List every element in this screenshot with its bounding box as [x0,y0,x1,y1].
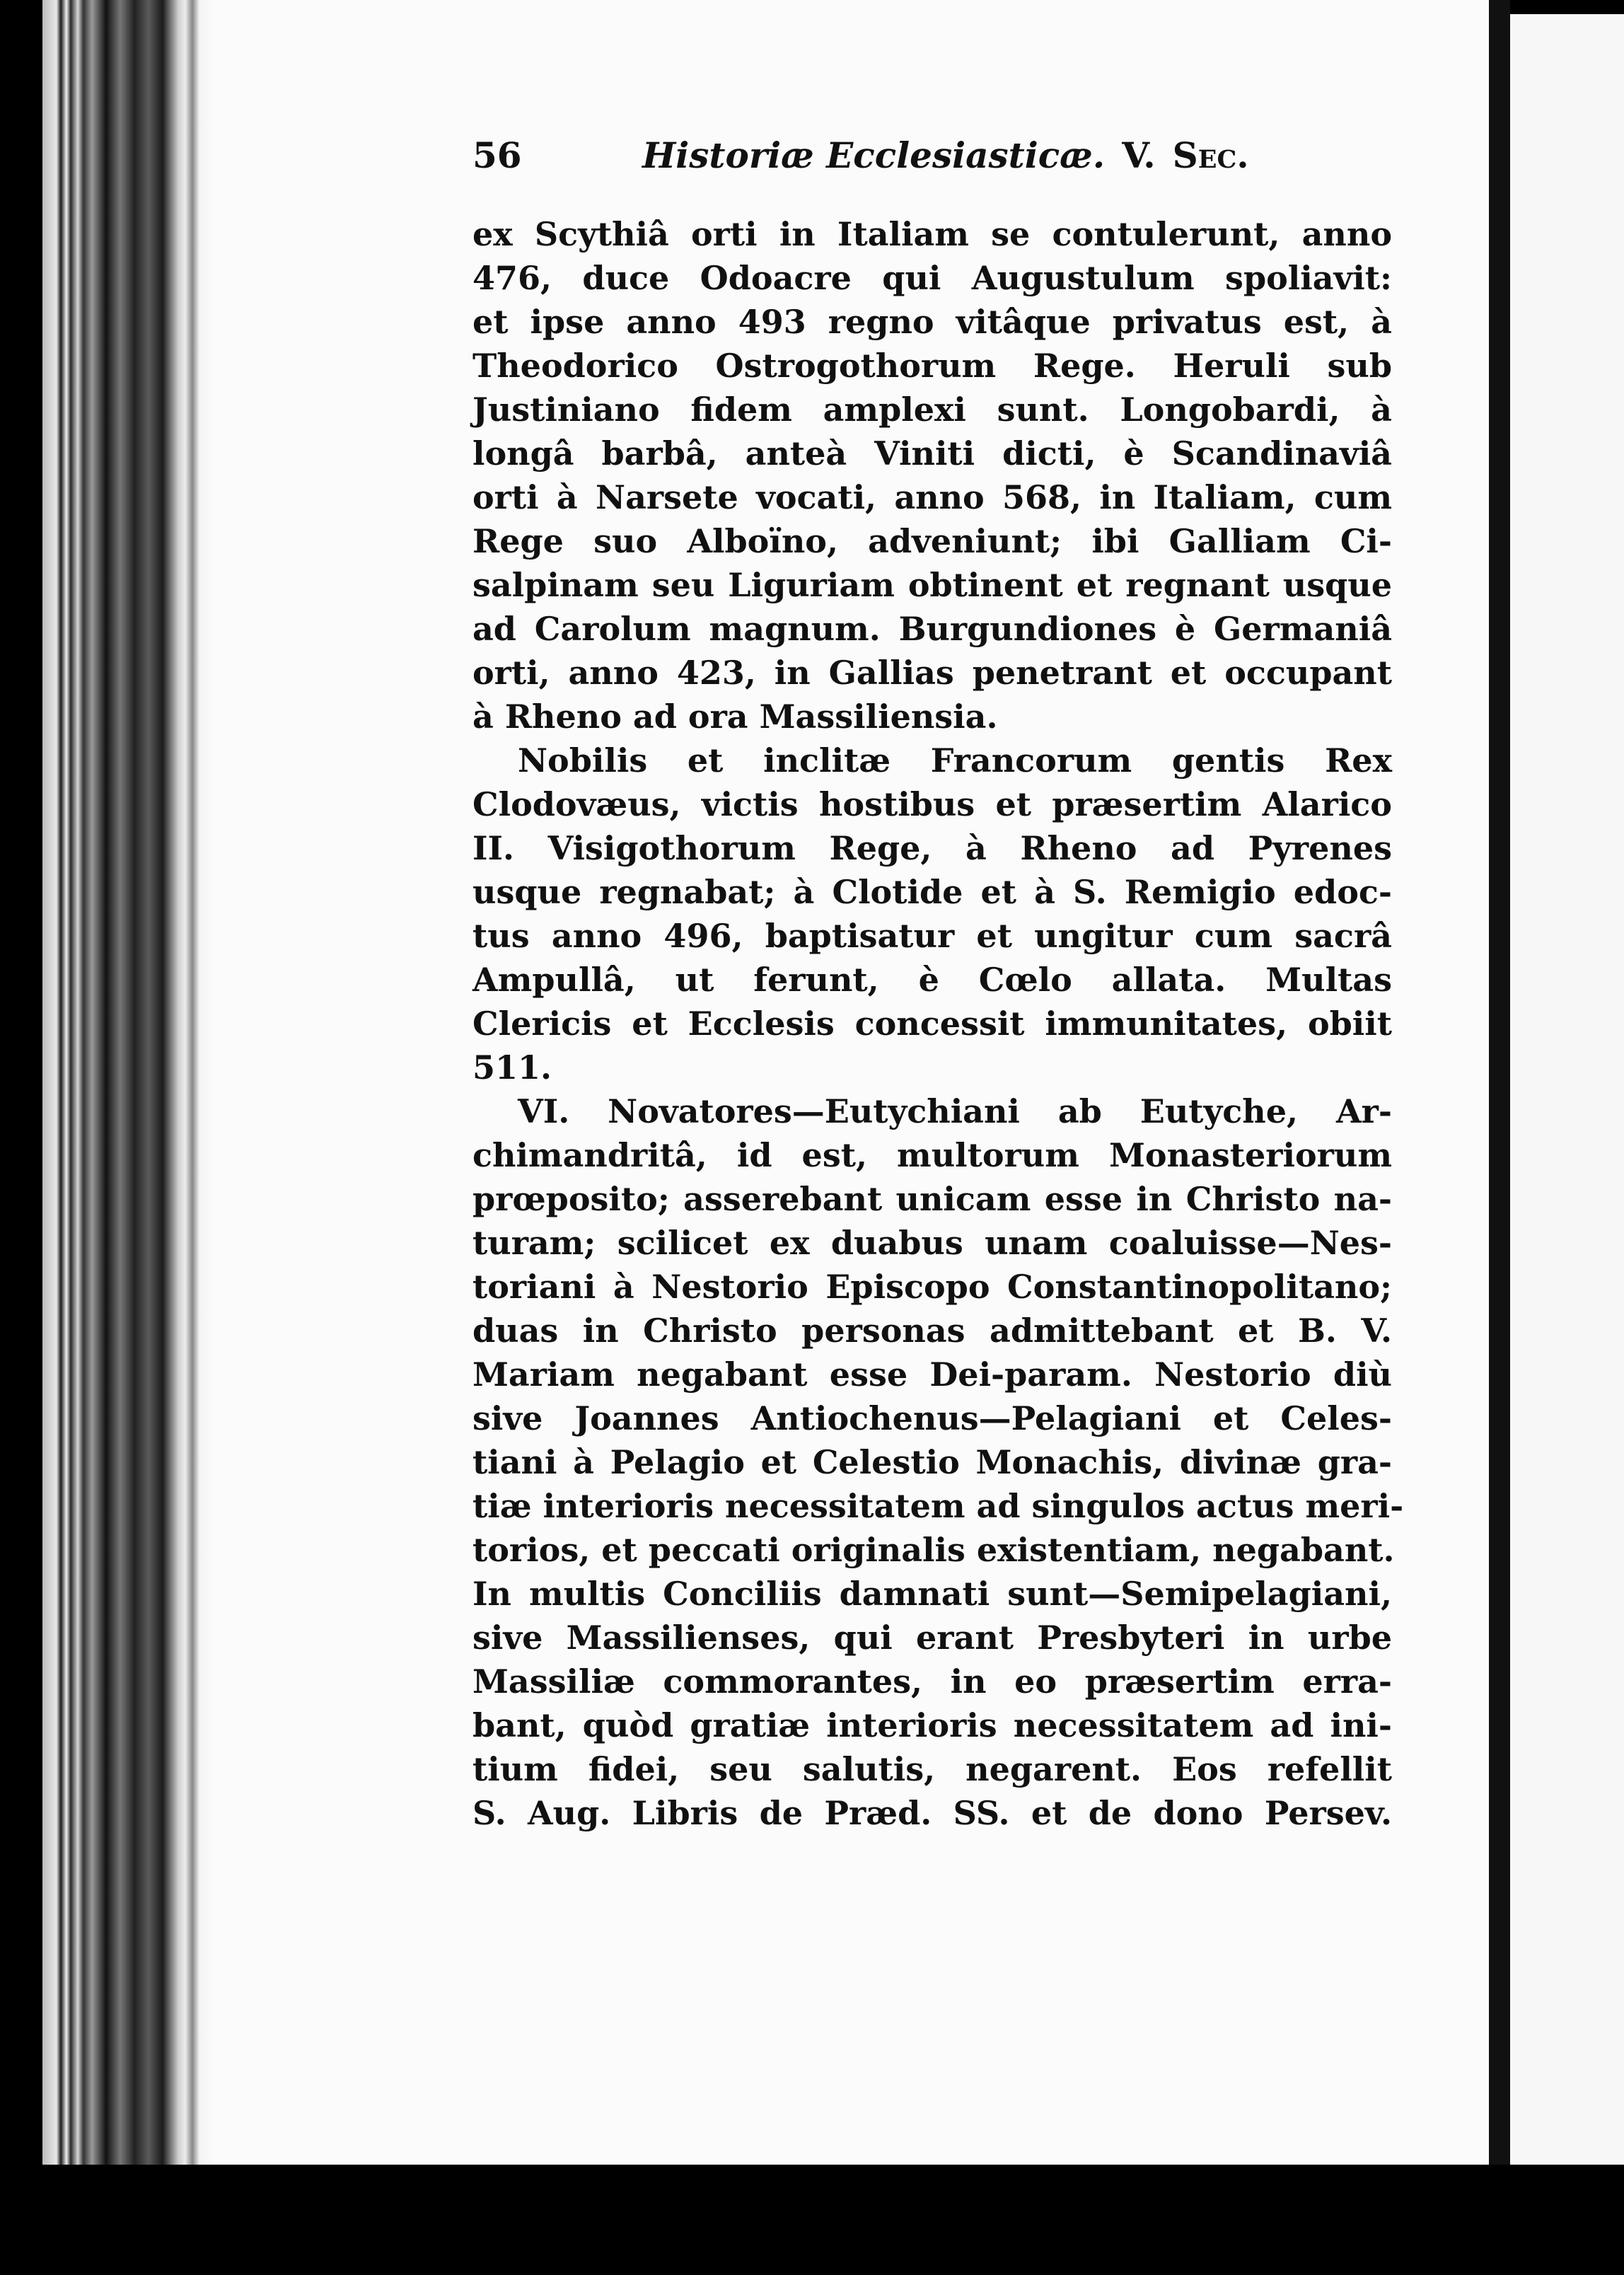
text-line: tium fidei, seu salutis, negarent. Eos refellit [472,1750,1392,1788]
text-line: tiani à Pelagio et Celestio Monachis, divinæ gra- [472,1443,1392,1481]
text-line: tus anno 496, baptisatur et ungitur cum sacrâ [472,917,1392,955]
text-line: torios, et peccati originalis existentiam, negabant. [472,1531,1395,1569]
text-line: orti, anno 423, in Gallias penetrant et occupant [472,654,1392,692]
text-line: 511. [472,1048,552,1087]
text-line: Ampullâ, ut ferunt, è Cœlo allata. Multas [472,961,1392,999]
facing-page-edge [1510,14,1624,2165]
page-number: 56 [472,134,522,176]
text-line: Theodorico Ostrogothorum Rege. Heruli sub [472,347,1392,385]
text-line: sive Joannes Antiochenus—Pelagiani et Celes- [472,1399,1392,1437]
paragraph-start-line: VI. Novatores—Eutychiani ab Eutyche, Ar- [518,1092,1392,1130]
running-head-title: Historiæ Ecclesiasticæ. [642,134,1106,176]
text-line: II. Visigothorum Rege, à Rheno ad Pyrenes [472,829,1392,867]
running-head-section: Sec. [1172,134,1249,176]
text-line: à Rheno ad ora Massiliensia. [472,697,998,736]
page-edges [0,0,212,2275]
text-line: In multis Conciliis damnati sunt—Semipelagiani, [472,1575,1392,1613]
text-line: longâ barbâ, anteà Viniti dicti, è Scandinaviâ [472,434,1392,473]
text-line: tiæ interioris necessitatem ad singulos actus meri- [472,1487,1404,1525]
book-gutter [1489,0,1510,2275]
text-line: Rege suo Alboïno, adveniunt; ibi Galliam Ci- [472,522,1392,560]
running-head [472,134,1392,198]
text-line: orti à Narsete vocati, anno 568, in Italiam, cum [472,478,1392,516]
body-text [472,212,1404,1835]
text-line: salpinam seu Liguriam obtinent et regnant usque [472,566,1392,604]
text-line: chimandritâ, id est, multorum Monasteriorum [472,1136,1392,1174]
text-line: toriani à Nestorio Episcopo Constantinopolitano; [472,1268,1392,1306]
text-line: duas in Christo personas admittebant et B. V. [472,1312,1392,1350]
text-line: S. Aug. Libris de Præd. SS. et de dono Persev. [472,1794,1392,1832]
text-line: Mariam negabant esse Dei-param. Nestorio diù [472,1355,1392,1394]
text-line: Clodovæus, victis hostibus et præsertim Alarico [472,785,1392,823]
text-block [472,134,1404,1835]
running-head-volume: V. [1122,134,1156,176]
text-line: et ipse anno 493 regno vitâque privatus est, à [472,303,1392,341]
text-line: ex Scythiâ orti in Italiam se contulerunt, anno [472,215,1392,253]
paragraph-start-line: Nobilis et inclitæ Francorum gentis Rex [518,741,1392,780]
text-line: Massiliæ commorantes, in eo præsertim erra- [472,1662,1392,1701]
text-line: usque regnabat; à Clotide et à S. Remigio edoc- [472,873,1392,911]
text-line: prœposito; asserebant unicam esse in Christo na- [472,1180,1392,1218]
text-line: 476, duce Odoacre qui Augustulum spoliavit: [472,259,1392,297]
text-line: bant, quòd gratiæ interioris necessitatem ad ini- [472,1706,1392,1744]
text-line: sive Massilienses, qui erant Presbyteri in urbe [472,1619,1392,1657]
scan-border [0,2165,1624,2275]
text-line: Clericis et Ecclesis concessit immunitates, obiit [472,1005,1392,1043]
text-line: Justiniano fidem amplexi sunt. Longobardi, à [472,390,1392,429]
text-line: ad Carolum magnum. Burgundiones è Germaniâ [472,610,1392,648]
text-line: turam; scilicet ex duabus unam coaluisse—Nes- [472,1224,1392,1262]
